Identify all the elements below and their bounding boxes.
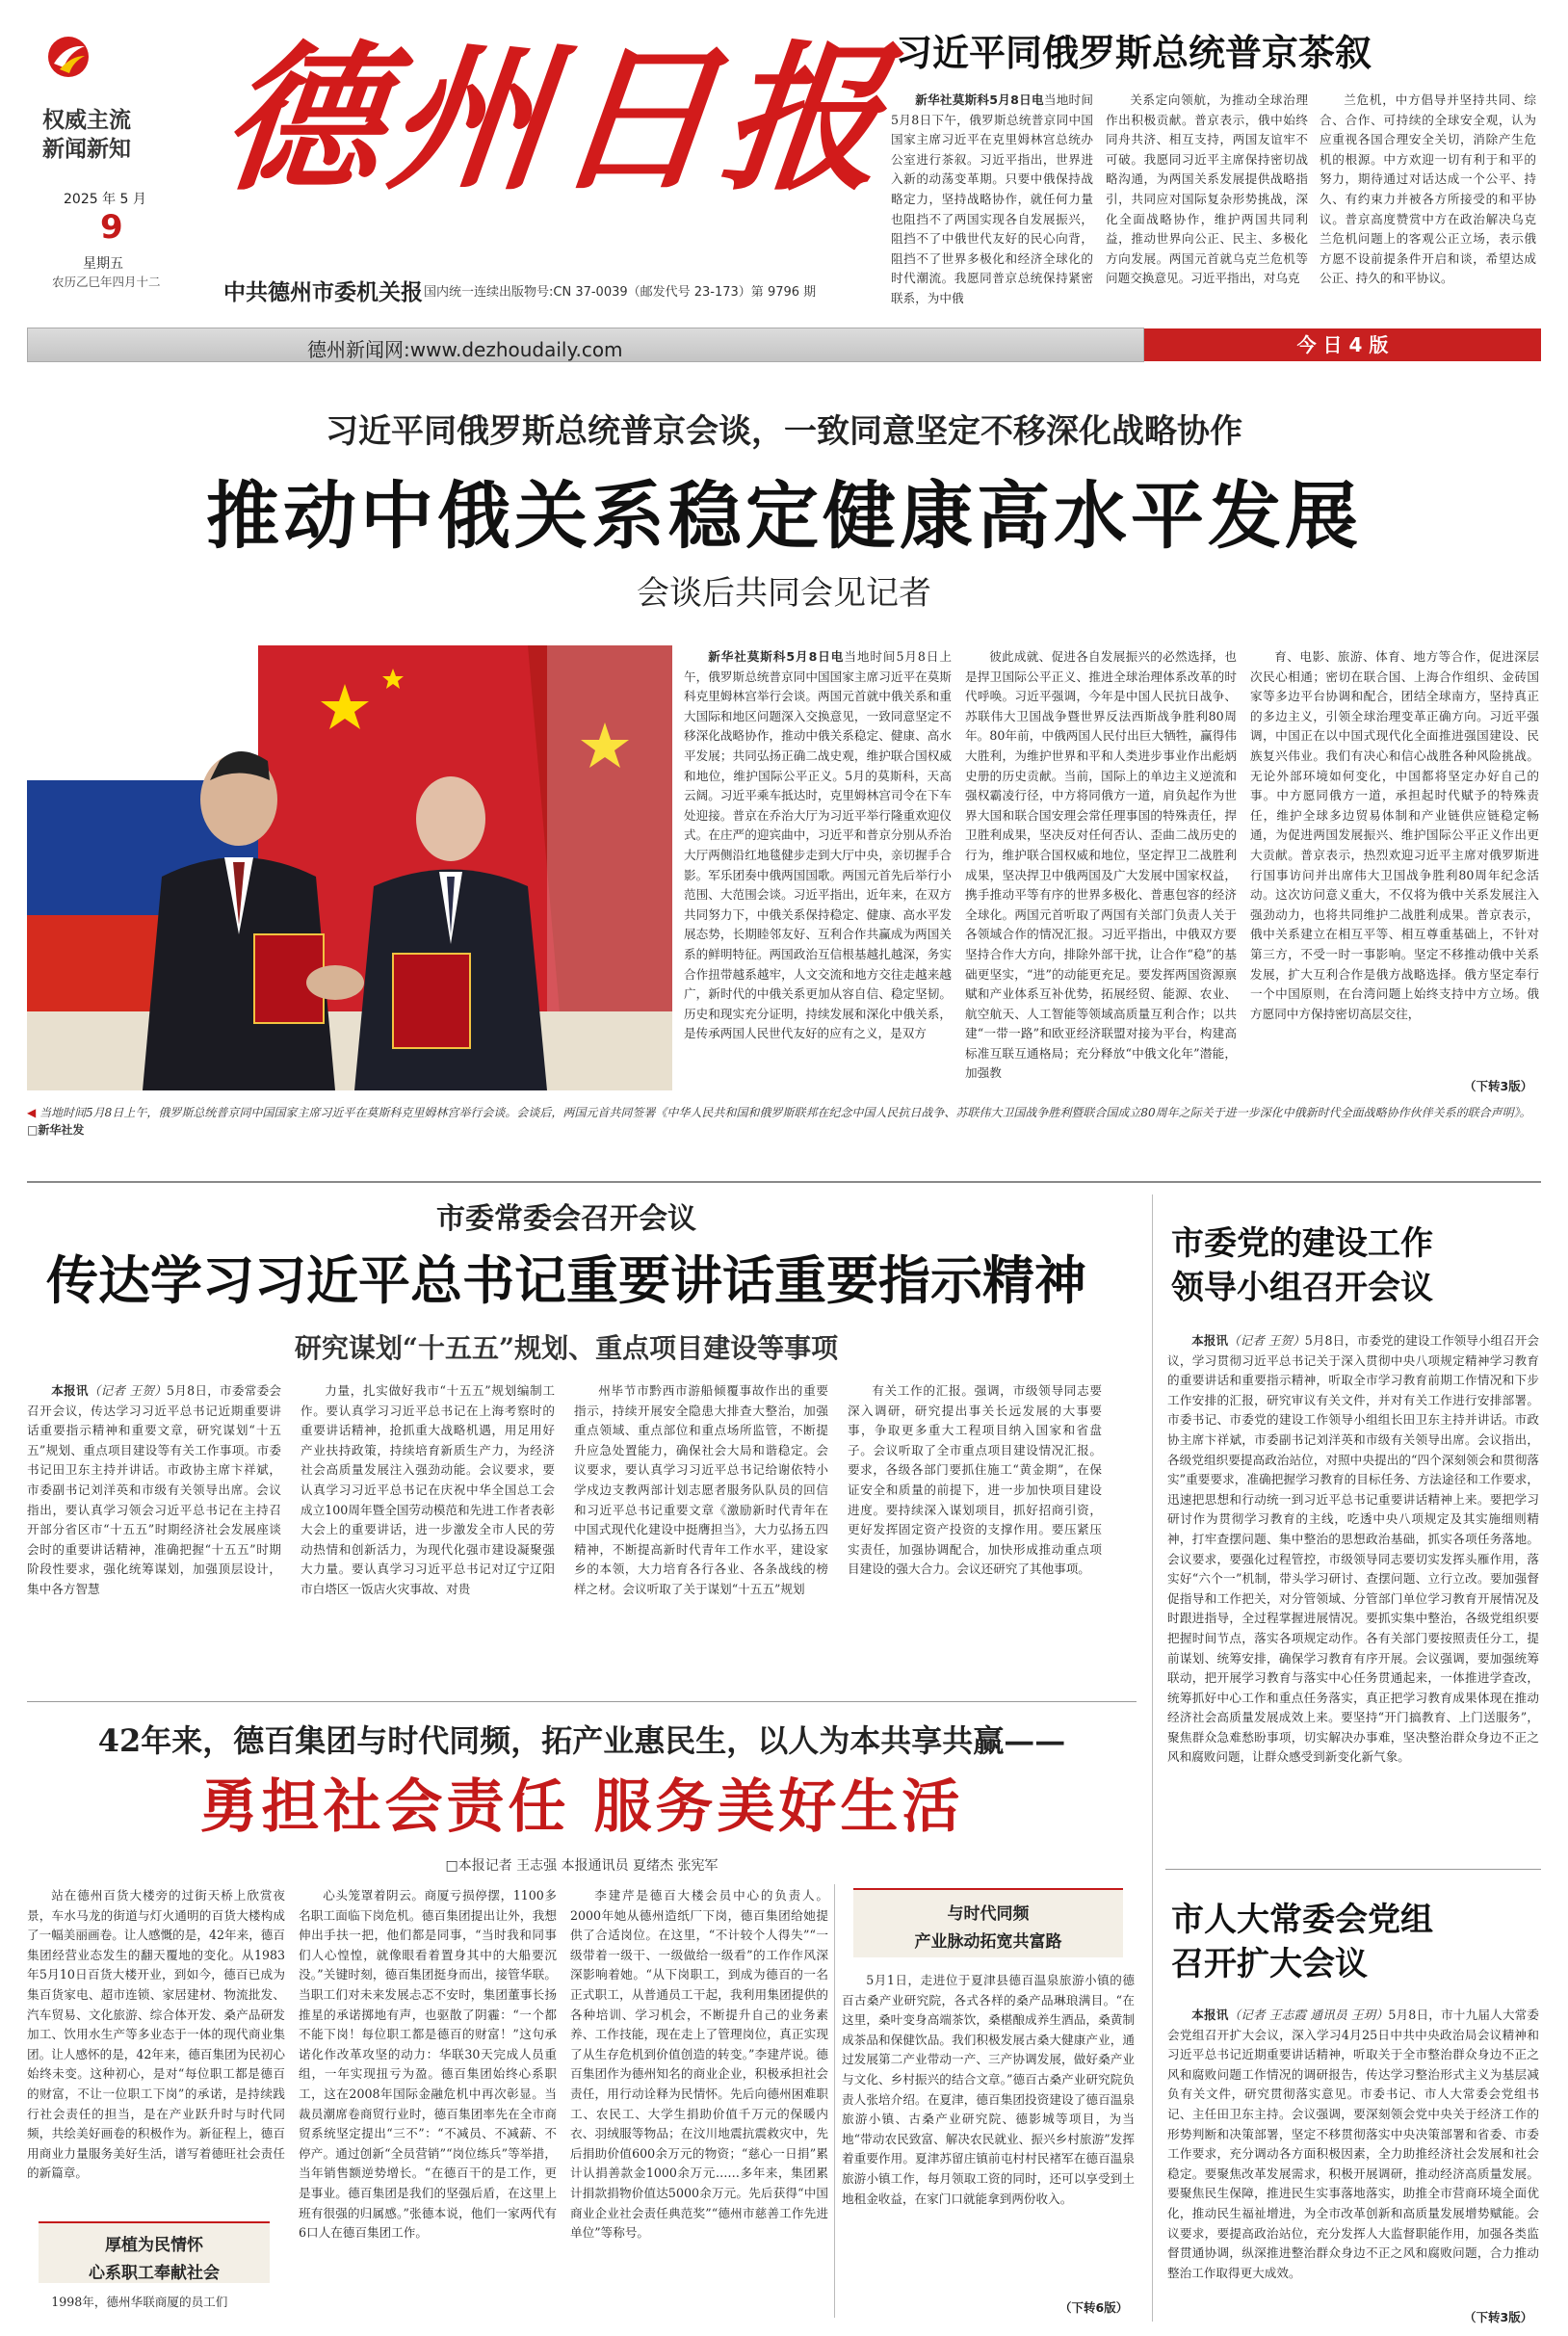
party-body [1167,1331,1539,1851]
committee-col-2 [301,1381,555,1680]
lead-col3-text: 育、电影、旅游、体育、地方等合作，促进深层次民心相通；密切在联合国、上海合作组织、金砖国家等多边平台协调和配合，团结全球南方，坚持真正的多边主义，引领全球治理变革正确方向。习近平强调，中国正在以中国式现代化全面推进强国建设、民族复兴伟业。我们有决心和信心战胜各种风险挑战。无论外部环境如何变化，中国都将坚定办好自己的事。中方愿同俄方一道，承担起时代赋予的特殊责任，维护全球多边贸易体制和产业链供应链稳定畅通，为促进两国发展振兴、维护国际公平正义作出更大贡献。普京表示，热烈欢迎习近平主席对俄罗斯进行国事访问并出席伟大卫国战争胜利80周年纪念活动。这次访问意义重大，不仅将为俄中关系发展注入强劲动力，也将共同维护二战胜利成果。普京表示，俄中关系建立在相互平等、相互尊重基础上，不针对第三方，不受一时一事影响。坚定不移推动俄中关系发展，扩大互利合作是俄方战略选择。俄方坚定奉行一个中国原则，在台湾问题上始终支持中方立场。俄方愿同中方保持密切高层交往， [1250,649,1539,1021]
dezhou-sidebar-box-1 [39,2221,270,2283]
box1-title-1: 厚植为民情怀 [105,2236,203,2255]
committee-col1-text: 5月8日，市委常委会召开会议，传达学习习近平总书记近期重要讲话重要指示精神和重要文章，研究谋划“十五五”规划、重点项目建设等有关工作事项。市委书记田卫东主持并讲话。市政协主席卞祥斌，市委副书记刘洋英和市级有关领导出席。会议指出，要认真学习领会习近平总书记在主持召开部分省区市“十五五”时期经济社会发展座谈会时的重要讲话精神，准确把握“十五五”时期阶段性要求，强化统筹谋划，加强顶层设计，集中各方智慧 [27,1383,281,1596]
dezhou-headline: 勇担社会责任 服务美好生活 [199,1773,964,1841]
top-story-col1-text: 当地时间5月8日下午，俄罗斯总统普京同中国国家主席习近平在克里姆林宫总统办公室进行茶叙。习近平指出，世界进入新的动荡变革期。只要中俄保持战略定力，坚持战略协作，就任何力量也阻挡不了两国实现各自发展振兴，阻挡不了中俄世代友好的民心向背，阻挡不了世界多极化和经济全球化的时代潮流。我愿同普京总统保持紧密联系，为中俄 [891,92,1093,305]
dezhou-col1-tail-text: 1998年，德州华联商厦的员工们 [51,2295,228,2309]
top-story-col-2 [1106,91,1308,318]
dezhou-col-3 [570,1886,828,2316]
top-story-col3-text: 兰危机，中方倡导并坚持共同、综合、合作、可持续的全球安全观，认为应重视各国合理安全关切，消除产生危机的根源。中方欢迎一切有利于和平的努力，期待通过对话达成一个公平、持久、有约束力并被各方所接受的和平协议。普京高度赞赏中方在政治解决乌克兰危机问题上的客观公正立场，表示俄方愿不设前提条件开启和谈，希望达成公正、持久的和平协议。 [1320,92,1536,286]
party-reporter: （记者 王贺） [1228,1333,1305,1348]
dezhou-col3-text: 李建芹是德百大楼会员中心的负责人。2000年她从德州造纸厂下岗，德百集团给她提供了合适岗位。在这里，“不计较个人得失”“一级带着一级干、一级做给一级看”的工作作风深深影响着她。“从下岗职工，到成为德百的一名正式职工，从普通员工干起，我利用集团提供的各种培训、学习机会，不断提升自己的业务素养、工作技能，现在走上了管理岗位，真正实现了从生存危机到价值创造的转变。”李建芹说。德百集团作为德州知名的商业企业，积极承担社会责任，用行动诠释为民情怀。先后向德州困难职工、农民工、大学生捐助价值千万元的保暖内衣、羽绒服等物品；在汶川地震抗震救灾中，先后捐助价值600余万元的物资；“慈心一日捐”累计认捐善款金1000余万元……多年来，集团累计捐款捐物价值达5000余万元。先后获得“中国商业企业社会责任典范奖”“德州市慈善工作先进单位”等称号。 [570,1888,828,2241]
weekday: 星期五 [83,256,123,272]
congress-body [1167,2006,1539,2306]
lead-photo [27,645,672,1090]
website-url[interactable]: 德州新闻网:www.dezhoudaily.com [307,338,623,361]
top-story-col-3 [1320,91,1536,318]
dezhou-col1-text: 站在德州百货大楼旁的过街天桥上欣赏夜景，车水马龙的街道与灯火通明的百货大楼构成了一幅美丽画卷。让人感慨的是，42年来，德百集团经营业态发生的翻天覆地的变化。从1983年5月10日百货大楼开业，到如今，德百已成为集百货家电、超市连锁、家居建材、物流批发、汽车贸易、文化旅游、综合体开发、桑产品研发加工、饮用水生产等多业态于一体的现代商业集团。让人感怀的是，42年来，德百集团为民初心始终未变。这种初心，是对“每位职工都是德百的财富，不让一位职工下岗”的承诺，是持续践行社会责任的担当，是在产业跃升时与时代同频，共绘美好画卷的积极作为。新征程上，德百用商业力量服务美好生活，谱写着德旺社会责任的新篇章。 [27,1888,285,2181]
committee-reporter: （记者 王贺） [88,1383,168,1398]
party-dateline: 本报讯 [1191,1333,1229,1348]
lead-col1-text: 当地时间5月8日上午，俄罗斯总统普京同中国国家主席习近平在莫斯科克里姆林宫举行会谈。两国元首就中俄关系和重大国际和地区问题深入交换意见，一致同意坚定不移深化战略协作，推动中俄关系稳定、健康、高水平发展；共同弘扬正确二战史观，维护联合国权威和地位，维护国际公平正义。5月的莫斯科，天高云阔。习近平乘车抵达时，克里姆林宫司令在下车处迎接。普京在乔治大厅为习近平举行隆重欢迎仪式。在庄严的迎宾曲中，习近平和普京分别从乔治大厅两侧沿红地毯健步走到大厅中央，亲切握手合影。军乐团奏中俄两国国歌。两国元首先后举行小范围、大范围会谈。习近平指出，近年来，在双方共同努力下，中俄关系保持稳定、健康、高水平发展态势，长期睦邻友好、互利合作共赢成为两国关系的鲜明特征。两国政治互信根基越扎越深，务实合作扭带越系越牢，人文交流和地方交往走越来越广，新时代的中俄关系更加从容自信、稳定坚韧。历史和现实充分证明，持续发展和深化中俄关系，是传承两国人民世代友好的应有之义，是双方 [684,649,952,1041]
top-story-col2-text: 关系定向领航，为推动全球治理作出积极贡献。普京表示，俄中始终同舟共济、相互支持，两国友谊牢不可破。我愿同习近平主席保持密切战略沟通，为两国关系发展提供战略指引，共同应对国际复杂形势挑战，深化全面战略协作，维护两国共同利益，推动世界向公正、民主、多极化方向发展。两国元首就乌克兰危机等问题交换意见。习近平指出，对乌克 [1106,92,1308,286]
committee-col-4 [848,1381,1102,1680]
newspaper-title: 德州日报 [213,25,901,212]
congress-headline-1: 市人大常委会党组 [1171,1901,1433,1939]
dezhou-col-4 [842,1971,1135,2295]
lead-col-1 [684,647,952,1096]
dezhou-col4-text: 5月1日，走进位于夏津县德百温泉旅游小镇的德百古桑产业研究院，各式各样的桑产品琳琅满目。“在这里，桑叶变身高端茶饮，桑椹酿成养生酒品，桑黄制成茶品和保健饮品。我们积极发展古桑大健康产业，通过发展第二产业带动一产、三产协调发展，做好桑产业与文化、乡村振兴的结合文章。”德百古桑产业研究院负责人张培介绍。在夏津，德百集团投资建设了德百温泉旅游小镇、古桑产业研究院、德影城等项目，为当地“带动农民致富、解决农民就业、振兴乡村旅游”发挥着重要作用。夏津苏留庄镇前屯村村民褚军在德百温泉旅游小镇工作，每月领取工资的同时，还可以享受到土地租金收益，在家门口就能拿到两份收入。 [842,1973,1135,2206]
committee-subhead: 研究谋划“十五五”规划、重点项目建设等事项 [294,1332,839,1364]
organization: 中共德州市委机关报 [223,280,423,305]
committee-col4-text: 有关工作的汇报。强调，市级领导同志要深入调研，研究提出事关长远发展的大事要事，争取更多重大工程项目纳入国家和省盘子。会议听取了全市重点项目建设情况汇报。要求，各级各部门要抓住施工“黄金期”，在保证安全和质量的前提下，进一步加快项目建设进度。要持续深入谋划项目，抓好招商引资，更好发挥固定资产投资的支撑作用。要压紧压实责任，加强协调配合，加快形成推动重点项目建设的强大合力。会议还研究了其他事项。 [848,1383,1102,1577]
congress-headline-2: 召开扩大会议 [1171,1945,1368,1983]
lead-subhead: 会谈后共同会见记者 [637,574,931,613]
issn-line: 国内统一连续出版物号:CN 37-0039（邮发代号 23-173）第 9796 期 [424,285,817,300]
top-story-dateline: 新华社莫斯科5月8日电 [915,92,1044,107]
committee-kicker: 市委常委会召开会议 [436,1202,696,1236]
slogan-line-2: 新闻新知 [42,137,131,162]
congress-dateline: 本报讯 [1191,2008,1229,2022]
leaders-photo-illustration [27,645,672,1090]
dezhou-sidebar-box-2 [853,1888,1123,1957]
committee-dateline: 本报讯 [51,1383,89,1398]
committee-col3-text: 州毕节市黔西市游船倾覆事故作出的重要指示，持续开展安全隐患大排查大整治，加强重点领域、重点部位和重点场所监管，不断提升应急处置能力，确保社会大局和谐稳定。会议要求，要认真学习习近平总书记给谢依特小学戍边支教两部计划志愿者服务队队员的回信和习近平总书记重要文章《激励新时代青年在中国式现代化建设中挺膺担当》，大力弘扬五四精神，不断提高新时代青年工作水平，建设家乡的本领，大力培育各行各业、各条战线的榜样之材。会议听取了关于谋划“十五五”规划 [574,1383,828,1596]
date-day: 9 [100,208,123,247]
dezhou-col-1-tail [27,2293,285,2316]
lunar-date: 农历乙巳年四月十二 [52,275,161,289]
party-text: 5月8日，市委党的建设工作领导小组召开会议，学习贯彻习近平总书记关于深入贯彻中央八项规定精神学习教育的重要讲话和重要指示精神，听取全市学习教育前期工作情况和下步工作安排的汇报，研究审议有关文件，并对有关工作进行安排部署。市委书记、市委党的建设工作领导小组组长田卫东主持并讲话。市政协主席卞祥斌，市委副书记刘洋英和市级有关领导出席。会议指出，各级党组织要提高政治站位，对照中央提出的“四个深刻领会和贯彻落实”重要要求，准确把握学习教育的目标任务、方法途径和工作要求，迅速把思想和行动统一到习近平总书记重要讲话精神上来。要把学习研讨作为贯彻学习教育的主线，吃透中央八项规定及其实施细则精神，打牢查摆问题、集中整治的思想政治基础，抓实各项任务落地。会议要求，要强化过程管控，市级领导同志要切实发挥头雁作用，落实好“六个一”机制，带头学习研讨、查摆问题、立行立改。要加强督促指导和工作把关，对分管领域、分管部门单位学习教育开展情况及时跟进指导，全过程掌握进展情况。要抓实集中整治，各级党组织要把握时间节点，落实各项规定动作。各有关部门要按照责任分工，提前谋划、统筹安排，确保学习教育有序开展。会议强调，要加强统筹联动，把开展学习教育与落实中心任务贯通起来，一体推进学查改，统筹抓好中心工作和重点任务落实，真正把学习教育成果体现在推动经济社会高质量发展成效上来。要坚持“开门搞教育、上门送服务”，聚焦群众急难愁盼事项，切实解决办事难，坚决整治群众身边不正之风和腐败问题，让群众感受到新变化新气象。 [1167,1333,1539,1765]
slogan-line-1: 权威主流 [42,108,131,133]
lead-kicker: 习近平同俄罗斯总统普京会谈，一致同意坚定不移深化战略协作 [326,412,1242,451]
divider-right-column [1152,1194,1153,2322]
date-year-month: 2025 年 5 月 [64,192,146,207]
dezhou-byline: □本报记者 王志强 本报通讯员 夏绪杰 张宪军 [445,1858,719,1874]
dezhou-col2-text: 心头笼罩着阴云。商厦亏损停摆，1100多名职工面临下岗危机。德百集团提出让外，我想伸出手扶一把，他们都是同事，“当时我和同事们人心惶惶，就像眼看着置身其中的大船要沉没。”关键时刻，德百集团挺身而出，接管华联。当职工们对未来发展忐忑不安时，集团董事长扬推星的承诺掷地有声，也驱散了阴霾：“一个都不能下岗！每位职工都是德百的财富！”这句承诺化作改革攻坚的动力：华联30天完成人员重组，一年实现扭亏为盈。德百集团始终心系职工，这在2008年国际金融危机中再次彰显。当裁员潮席卷商贸行业时，德百集团率先在全市商贸系统坚定提出“三不”：“不减员、不减薪、不停产。通过创新“全员营销”“岗位练兵”等举措，当年销售额逆势增长。“在德百干的是工作，更是事业。德百集团是我们的坚强后盾，在这里上班有很强的归属感。”张德本说，他们一家两代有6口人在德百集团工作。 [299,1888,557,2241]
divider-dezhou [27,1701,1137,1702]
today-pages-badge: 今 日 4 版 [1144,328,1541,361]
party-headline-1: 市委党的建设工作 [1171,1224,1433,1263]
lead-photo-credit: 新华社发 [38,1123,85,1137]
box2-title-1: 与时代同频 [947,1904,1030,1924]
congress-reporter: （记者 王志霞 通讯员 王玥） [1228,2008,1389,2022]
top-story-headline: 习近平同俄罗斯总统普京茶叙 [896,32,1372,74]
lead-photo-caption-text: 当地时间5月8日上午，俄罗斯总统普京同中国国家主席习近平在莫斯科克里姆林宫举行会谈。会谈后，两国元首共同签署《中华人民共和国和俄罗斯联邦在纪念中国人民抗日战争、苏联伟大卫国战争胜利暨联合国成立80周年之际关于进一步深化中俄新时代全面战略协作伙伴关系的联合声明》。 [39,1106,1531,1119]
lead-photo-caption [27,1104,1541,1139]
lead-continued: （下转3版） [1464,1079,1533,1093]
dezhou-col-2 [299,1886,557,2316]
committee-col2-text: 力量，扎实做好我市“十五五”规划编制工作。要认真学习习近平总书记在上海考察时的重要讲话精神，抢抓重大战略机遇，用足用好产业扶持政策，持续培育新质生产力，为经济社会高质量发展注入强劲动能。会议要求，要认真学习习近平总书记在庆祝中华全国总工会成立100周年暨全国劳动模范和先进工作者表彰大会上的重要讲话，进一步激发全市人民的劳动热情和创新活力，为现代化强市建设凝聚强大力量。要认真学习习近平总书记对辽宁辽阳市白塔区一饭店火灾事故、对贵 [301,1383,555,1596]
committee-headline: 传达学习习近平总书记重要讲话重要指示精神 [46,1250,1086,1311]
box1-title-2: 心系职工奉献社会 [89,2264,220,2283]
lead-col-3 [1250,647,1539,1077]
newspaper-logo-icon [46,35,91,79]
lead-photo-credit-icon: □ [27,1123,39,1137]
website-bar [27,328,1144,362]
box2-title-2: 产业脉动拓宽共富路 [914,1932,1062,1952]
divider-lead [27,1181,1541,1183]
party-headline-2: 领导小组召开会议 [1171,1269,1433,1307]
lead-col-2 [965,647,1237,1096]
dezhou-col-1 [27,1886,285,2216]
caption-arrow-icon: ◀ [27,1106,40,1119]
lead-col2-text: 彼此成就、促进各自发展振兴的必然选择，也是捍卫国际公平正义、推进全球治理体系改革的时代呼唤。习近平强调，今年是中国人民抗日战争、苏联伟大卫国战争暨世界反法西斯战争胜利80周年。80年前，中俄两国人民付出巨大牺牲，赢得伟大胜利，为维护世界和平和人类进步事业作出彪炳史册的历史贡献。当前，国际上的单边主义逆流和强权霸凌行径，中方将同俄方一道，肩负起作为世界大国和联合国安理会常任理事国的特殊责任，捍卫胜利成果，坚决反对任何否认、歪曲二战历史的行为，维护联合国权威和地位，坚定捍卫二战胜利成果，坚决捍卫中俄两国及广大发展中国家权益，携手推动平等有序的世界多极化、普惠包容的经济全球化。两国元首听取了两国有关部门负责人关于各领域合作的情况汇报。习近平指出，中俄双方要坚持合作大方向，排除外部干扰，让合作“稳”的基础更坚实，“进”的动能更充足。要发挥两国资源禀赋和产业体系互补优势，拓展经贸、能源、农业、航空航天、人工智能等领域高质量互利合作；以共建“一带一路”和欧亚经济联盟对接为平台，构建高标准互联互通格局；充分释放“中俄文化年”潜能，加强教 [965,649,1237,1081]
dezhou-continued: （下转6版） [1059,2300,1129,2315]
top-story-col-1 [891,91,1093,318]
congress-text: 5月8日，市十九届人大常委会党组召开扩大会议，深入学习4月25日中共中央政治局会议精神和习近平总书记近期重要讲话精神，听取关于全市整治群众身边不正之风和腐败问题工作情况的调研报告，传达学习整治形式主义为基层减负有关文件，研究贯彻落实意见。市委书记、市人大常委会党组书记、主任田卫东主持。会议强调，要深刻领会党中央关于经济工作的形势判断和决策部署，坚定不移贯彻落实中央决策部署和省委、市委工作要求，充分调动各方面积极因素，全力助推经济社会发展和社会稳定。要聚焦改革发展需求，积极开展调研，推动经济高质量发展。要聚焦民生保障，推进民生实事落地落实，助推全市营商环境全面优化，推动民生福祉增进，为全市改革创新和高质量发展增势赋能。会议要求，要提高政治站位，充分发挥人大监督职能作用，加强各类监督贯通协调，纵深推进整治群众身边不正之风和腐败问题，合力推动整治工作取得更大成效。 [1167,2008,1539,2280]
lead-dateline: 新华社莫斯科5月8日电 [708,649,845,664]
divider-dezhou-cols [834,1884,835,2318]
committee-col-1 [27,1381,281,1680]
dezhou-kicker: 42年来，德百集团与时代同频，拓产业惠民生，以人为本共享共赢—— [97,1722,1066,1759]
lead-headline: 推动中俄关系稳定健康高水平发展 [206,473,1362,559]
committee-col-3 [574,1381,828,1680]
divider-right-mid [1165,1869,1541,1870]
congress-continued: （下转3版） [1464,2310,1533,2324]
